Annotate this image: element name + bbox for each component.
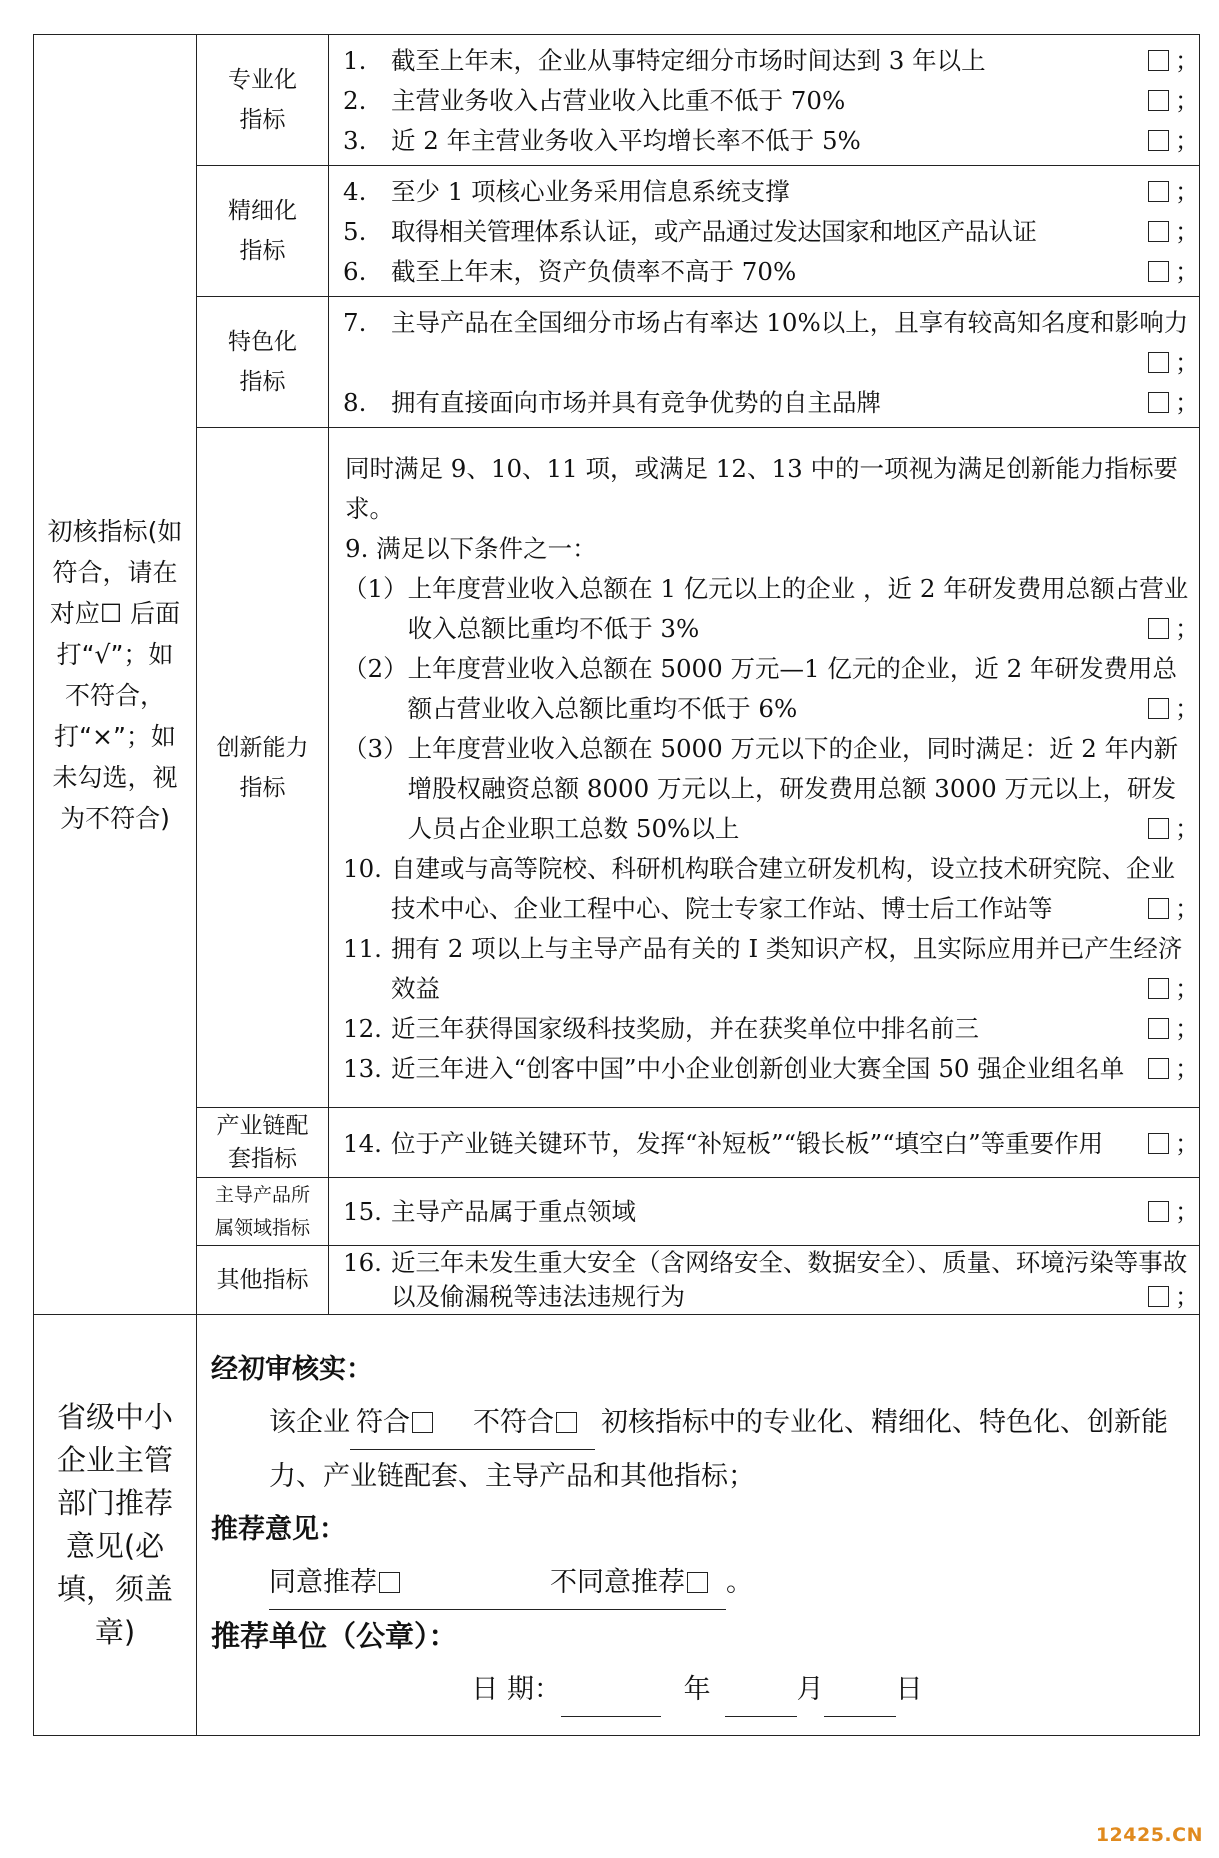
checkbox[interactable] (1148, 698, 1169, 719)
list-item: 2. 主营业务收入占营业收入比重不低于 70% ； (343, 86, 1200, 115)
date-line: 日 期： 年 月 日 (211, 1663, 1183, 1717)
verify-line: 该企业 符合 不符合 初核指标中的专业化、精细化、特色化、创新能力、产业链配套、主导产品和其他指标； (211, 1396, 1183, 1503)
group-label-industry-chain: 产业链配 套指标 (197, 1108, 329, 1178)
list-item: （3） 上年度营业收入总额在 5000 万元以下的企业，同时满足：近 2 年内新增股权融资总额 8000 万元以上，研发费用总额 3000 万元以上，研发人员占企业职工总数 50%以上 ； (343, 733, 1200, 843)
indicator-table (33, 34, 1200, 1736)
initial-check-label: 初核指标(如符合，请在对应☐ 后面打“√”；如不符合，打“×”；如未勾选，视为不符合) (47, 516, 183, 833)
list-item: （2） 上年度营业收入总额在 5000 万元—1 亿元的企业，近 2 年研发费用总额占营业收入总额比重均不低于 6% ； (343, 653, 1200, 723)
checkbox[interactable] (1148, 130, 1169, 151)
innovation-intro: 同时满足 9、10、11 项，或满足 12、13 中的一项视为满足创新能力指标要求。 (345, 453, 1178, 523)
recommend-title: 推荐意见： (211, 1514, 346, 1545)
checkbox[interactable] (1148, 392, 1169, 413)
list-item: 10. 自建或与高等院校、科研机构联合建立研发机构，设立技术研究院、企业技术中心、企业工程中心、院士专家工作站、博士后工作站等 ； (343, 853, 1200, 923)
list-item: 14. 位于产业链关键环节，发挥“补短板”“锻长板”“填空白”等重要作用 ； (343, 1128, 1200, 1158)
verify-yes-checkbox[interactable] (412, 1412, 433, 1433)
checkbox[interactable] (1148, 261, 1169, 282)
recommendation-content (197, 1315, 1200, 1736)
list-item: 12. 近三年获得国家级科技奖励，并在获奖单位中排名前三 ； (343, 1013, 1200, 1043)
form-sheet (33, 34, 1200, 1736)
list-item: 16. 近三年未发生重大安全（含网络安全、数据安全）、质量、环境污染等事故以及偷漏税等违法违规行为 ； (343, 1248, 1200, 1311)
group-label-other: 其他指标 (197, 1246, 329, 1315)
watermark-logo: 12425.CN (1095, 1824, 1203, 1846)
list-item: 1. 截至上年末，企业从事特定细分市场时间达到 3 年以上 ； (343, 46, 1200, 75)
list-item: 4. 至少 1 项核心业务采用信息系统支撑 ； (343, 177, 1200, 206)
checkbox[interactable] (1148, 898, 1169, 919)
group-items-main-product (329, 1178, 1200, 1246)
checkbox[interactable] (1148, 1286, 1169, 1307)
recommend-line: 同意推荐 不同意推荐 。 (211, 1556, 1183, 1610)
year-field[interactable] (561, 1663, 661, 1717)
list-item: 13. 近三年进入“创客中国”中小企业创新创业大赛全国 50 强企业组名单 ； (343, 1053, 1200, 1083)
month-field[interactable] (725, 1663, 797, 1717)
checkbox[interactable] (1148, 352, 1169, 373)
group-items-specialty (329, 297, 1200, 428)
recommendation-label-cell (34, 1315, 197, 1736)
group-items-refinement (329, 166, 1200, 297)
checkbox[interactable] (1148, 818, 1169, 839)
group-label-professional: 专业化 指标 (197, 35, 329, 166)
checkbox[interactable] (1148, 1133, 1169, 1154)
item-9: 9. 满足以下条件之一： (345, 533, 597, 563)
recommendation-label: 省级中小企业主管部门推荐意见(必填，须盖章) (56, 1400, 173, 1649)
list-item: 11. 拥有 2 项以上与主导产品有关的 I 类知识产权，且实际应用并已产生经济效益 ； (343, 933, 1200, 1003)
list-item: 7. 主导产品在全国细分市场占有率达 10%以上，且享有较高知名度和影响力 ； (343, 308, 1200, 377)
recommend-yes-checkbox[interactable] (379, 1572, 400, 1593)
group-label-innovation: 创新能力 指标 (197, 428, 329, 1108)
group-items-other (329, 1246, 1200, 1315)
group-items-innovation (329, 428, 1200, 1108)
group-label-specialty: 特色化 指标 (197, 297, 329, 428)
group-label-refinement: 精细化 指标 (197, 166, 329, 297)
checkbox[interactable] (1148, 181, 1169, 202)
list-item: 6. 截至上年末，资产负债率不高于 70% ； (343, 257, 1200, 286)
checkbox[interactable] (1148, 50, 1169, 71)
group-items-professional (329, 35, 1200, 166)
verify-title: 经初审核实： (211, 1354, 373, 1385)
unit-title: 推荐单位（公章）： (211, 1619, 458, 1653)
checkbox[interactable] (1148, 90, 1169, 111)
group-items-industry-chain (329, 1108, 1200, 1178)
list-item: 3. 近 2 年主营业务收入平均增长率不低于 5% ； (343, 126, 1200, 155)
list-item: 8. 拥有直接面向市场并具有竞争优势的自主品牌 ； (343, 388, 1200, 417)
verify-no-checkbox[interactable] (556, 1412, 577, 1433)
checkbox[interactable] (1148, 618, 1169, 639)
group-label-main-product: 主导产品所 属领域指标 (197, 1178, 329, 1246)
checkbox[interactable] (1148, 978, 1169, 999)
day-field[interactable] (824, 1663, 896, 1717)
recommend-no-checkbox[interactable] (687, 1572, 708, 1593)
checkbox[interactable] (1148, 221, 1169, 242)
list-item: 5. 取得相关管理体系认证，或产品通过发达国家和地区产品认证 ； (343, 217, 1199, 246)
checkbox[interactable] (1148, 1058, 1169, 1079)
list-item: （1） 上年度营业收入总额在 1 亿元以上的企业 ，近 2 年研发费用总额占营业收入总额比重均不低于 3% ； (343, 573, 1200, 643)
checkbox[interactable] (1148, 1018, 1169, 1039)
checkbox[interactable] (1148, 1201, 1169, 1222)
list-item: 15. 主导产品属于重点领域 ； (343, 1196, 1200, 1226)
initial-check-label-cell (34, 35, 197, 1315)
